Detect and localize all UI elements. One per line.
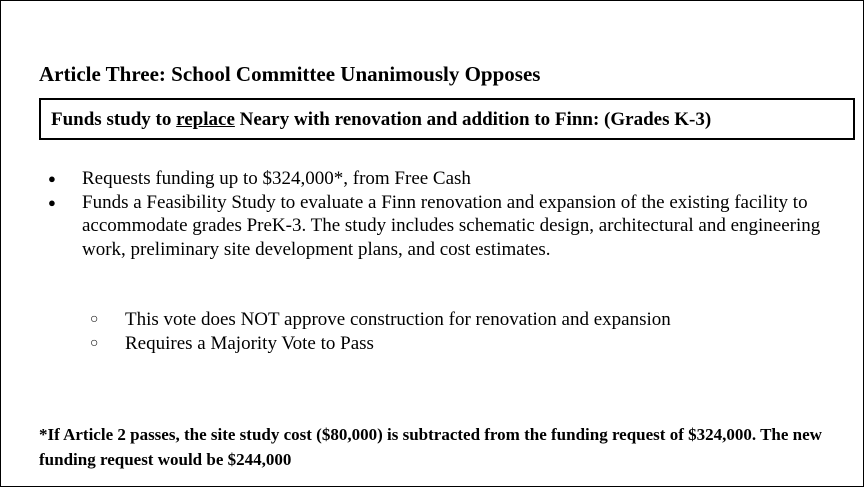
bullet-dot-icon: ● — [48, 194, 56, 210]
summary-box — [39, 98, 855, 140]
bullet-list — [39, 167, 839, 261]
summary-suffix: Neary with renovation and addition to Finn: (Grades K-3) — [234, 109, 712, 130]
bullet-dot-icon: ● — [48, 171, 56, 186]
footnote: *If Article 2 passes, the site study cost ($80,000) is subtracted from the funding request of $324,000. The new funding request would be $244,000 — [39, 425, 822, 469]
sub-bullet-item — [87, 332, 671, 356]
slide-title: Article Three: School Committee Unanimously Opposes — [39, 62, 541, 86]
sub-bullet-circle-icon: ○ — [90, 335, 99, 351]
bullet-item — [39, 191, 839, 262]
sub-bullet-text: Requires a Majority Vote to Pass — [125, 332, 374, 354]
bullet-item — [39, 167, 839, 191]
sub-bullet-circle-icon: ○ — [90, 312, 99, 327]
summary-emphasis: replace — [176, 109, 235, 130]
bullet-text: Funds a Feasibility Study to evaluate a Finn renovation and expansion of the existing facility to accommodate grades PreK-3. The study includes schematic design, architectural and engineering work, preliminary site development plans, and cost estimates. — [82, 191, 821, 260]
sub-bullet-text: This vote does NOT approve construction for renovation and expansion — [125, 309, 671, 330]
sub-bullet-item — [87, 308, 671, 332]
bullet-text: Requests funding up to $324,000*, from Free Cash — [82, 168, 471, 189]
sub-bullet-list — [87, 308, 671, 355]
summary-prefix: Funds study to — [51, 109, 177, 130]
